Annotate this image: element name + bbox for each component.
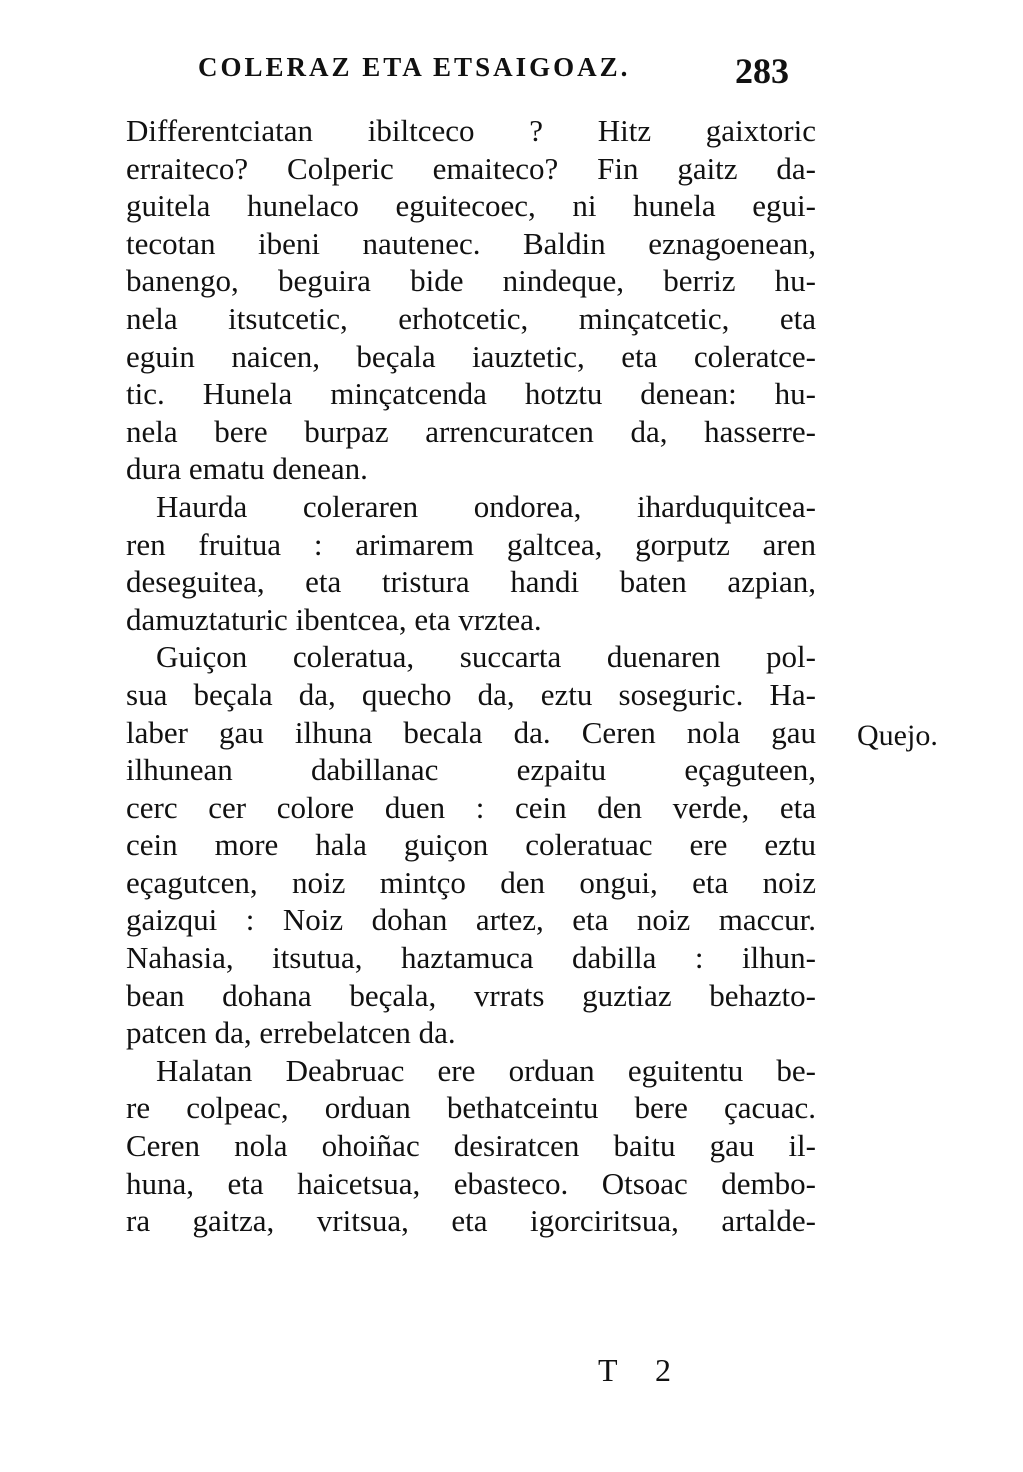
text-line: sua beçala da, quecho da, eztu soseguric. Ha-	[126, 676, 816, 712]
text-line: nela bere burpaz arrencuratcen da, hasserre-	[126, 413, 816, 449]
text-line: ra gaitza, vritsua, eta igorciritsua, artalde-	[126, 1203, 816, 1239]
text-line: nela itsutcetic, erhotcetic, minçatcetic, eta	[126, 300, 816, 336]
text-line: Differentciatan ibiltceco ? Hitz gaixtoric	[126, 113, 816, 148]
paragraph-start-line: Haurda coleraren ondorea, iharduquitcea-	[156, 488, 816, 524]
text-line: tecotan ibeni nautenec. Baldin eznagoenean,	[126, 225, 816, 261]
signature-mark: T 2	[598, 1352, 671, 1388]
text-line: eçagutcen, noiz mintço den ongui, eta noiz	[126, 864, 816, 900]
text-line: bean dohana beçala, vrrats guztiaz behazto-	[126, 977, 816, 1013]
text-line: dura ematu denean.	[126, 451, 368, 487]
paragraph-start-line: Guiçon coleratua, succarta duenaren pol-	[156, 639, 816, 675]
body-text	[126, 112, 816, 1240]
text-line: gaizqui : Noiz dohan artez, eta noiz maccur.	[126, 902, 816, 938]
paragraph-start-line: Halatan Deabruac ere orduan eguitentu be-	[156, 1052, 816, 1088]
marginal-note: Quejo.	[857, 719, 938, 752]
text-line: laber gau ilhuna becala da. Ceren nola gau	[126, 714, 816, 750]
page-number: 283	[735, 51, 789, 91]
text-line: cerc cer colore duen : cein den verde, eta	[126, 789, 816, 825]
text-line: deseguitea, eta tristura handi baten azpian,	[126, 564, 816, 600]
text-line: ren fruitua : arimarem galtcea, gorputz aren	[126, 526, 816, 562]
text-line: re colpeac, orduan bethatceintu bere çacuac.	[126, 1090, 816, 1126]
text-line: ilhunean dabillanac ezpaitu eçaguteen,	[126, 752, 816, 788]
text-line: eguin naicen, beçala iauztetic, eta coleratce-	[126, 338, 816, 374]
text-line: Nahasia, itsutua, haztamuca dabilla : ilhun-	[126, 940, 816, 976]
text-line: patcen da, errebelatcen da.	[126, 1015, 456, 1051]
running-head: COLERAZ ETA ETSAIGOAZ.	[198, 52, 631, 82]
text-line: huna, eta haicetsua, ebasteco. Otsoac dembo-	[126, 1165, 816, 1201]
text-line: guitela hunelaco eguitecoec, ni hunela egui-	[126, 188, 816, 224]
text-line: banengo, beguira bide nindeque, berriz hu-	[126, 263, 816, 299]
text-line: damuztaturic ibentcea, eta vrztea.	[126, 601, 542, 637]
text-line: erraiteco? Colperic emaiteco? Fin gaitz da-	[126, 150, 816, 186]
text-line: cein more hala guiçon coleratuac ere eztu	[126, 827, 816, 863]
text-line: tic. Hunela minçatcenda hotztu denean: hu-	[126, 376, 816, 412]
text-line: Ceren nola ohoiñac desiratcen baitu gau il-	[126, 1128, 816, 1164]
